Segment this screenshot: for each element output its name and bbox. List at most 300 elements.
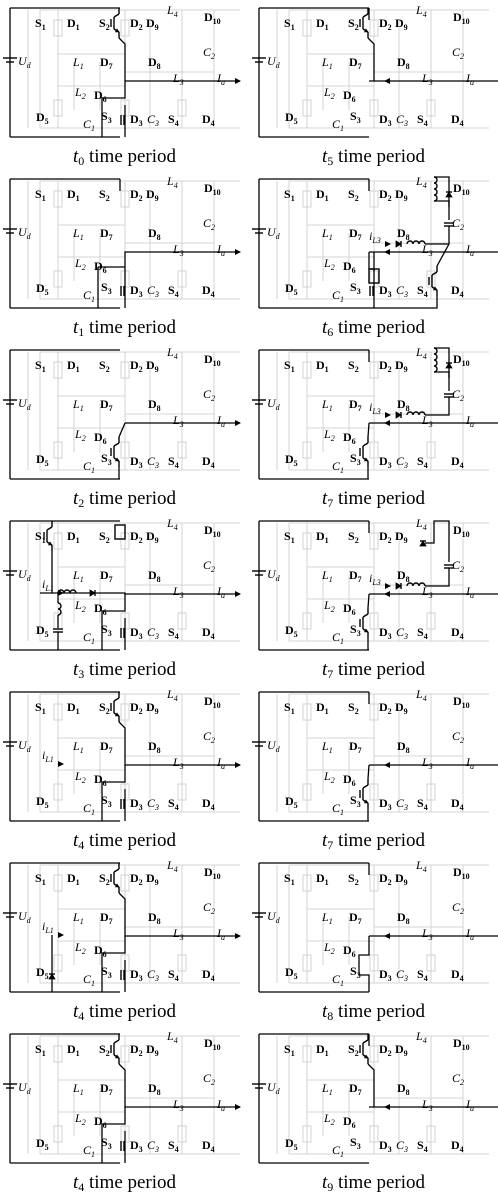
switch-s2: [360, 1034, 368, 1064]
label-d4: $D_4$: [451, 283, 464, 299]
label-ud: $U_d$: [267, 909, 280, 925]
label-s3: $S_3$: [350, 793, 361, 809]
label-d9: $D_9$: [395, 358, 408, 374]
label-d6: $D_6$: [94, 943, 107, 959]
label-s1: $S_1$: [284, 16, 295, 32]
label-s2: $S_2$: [348, 358, 359, 374]
diode-d8: [396, 412, 401, 418]
caption-time-symbol: t: [72, 317, 79, 338]
label-s3: $S_3$: [101, 451, 112, 467]
label-s2: $S_2$: [99, 16, 110, 32]
circuit-panel: [249, 171, 498, 342]
label-d9: $D_9$: [395, 187, 408, 203]
switch-s2-body: [115, 525, 125, 539]
label-c3: $C_3$: [147, 625, 160, 641]
label-d10: $D_{10}$: [204, 181, 221, 197]
label-ia: $I_a$: [466, 71, 474, 87]
label-d1: $D_1$: [67, 187, 80, 203]
label-s2: $S_2$: [348, 700, 359, 716]
label-d2: $D_2$: [379, 1042, 392, 1058]
label-s1: $S_1$: [284, 358, 295, 374]
label-l1: $L_1$: [322, 226, 333, 242]
label-d2: $D_2$: [130, 1042, 143, 1058]
label-d7: $D_7$: [100, 397, 113, 413]
label-c2: $C_2$: [203, 387, 216, 403]
label-ia: $I_a$: [217, 242, 225, 258]
label-c3: $C_3$: [396, 796, 409, 812]
label-d4: $D_4$: [202, 967, 215, 983]
label-c2: $C_2$: [452, 900, 465, 916]
label-c1: $C_1$: [83, 972, 96, 988]
circuit: [252, 516, 498, 650]
label-d8: $D_8$: [397, 910, 410, 926]
caption-index: 8: [327, 1009, 334, 1023]
diode-d7: [90, 590, 95, 596]
label-d4: $D_4$: [202, 625, 215, 641]
caption-text: time period: [333, 1172, 426, 1193]
diode-d8: [396, 583, 401, 589]
caption-time-symbol: t: [72, 659, 79, 680]
caption-text: time period: [333, 830, 426, 851]
label-d9: $D_9$: [146, 358, 159, 374]
label-d9: $D_9$: [146, 187, 159, 203]
label-l1: $L_1$: [73, 226, 84, 242]
label-l2: $L_2$: [75, 598, 86, 614]
label-s3: $S_3$: [350, 280, 361, 296]
caption-time-symbol: t: [321, 1001, 328, 1022]
label-d6: $D_6$: [343, 601, 356, 617]
label-l2: $L_2$: [324, 256, 335, 272]
panel-caption: [249, 1000, 498, 1024]
label-s2: $S_2$: [99, 529, 110, 545]
label-l4: $L_4$: [167, 516, 178, 532]
label-s3: $S_3$: [101, 109, 112, 125]
label-d2: $D_2$: [379, 187, 392, 203]
label-l2: $L_2$: [324, 427, 335, 443]
label-c3: $C_3$: [147, 283, 160, 299]
label-l4: $L_4$: [416, 3, 427, 19]
label-c2: $C_2$: [452, 1071, 465, 1087]
diode-d10: [446, 363, 452, 368]
label-ud: $U_d$: [267, 738, 280, 754]
circuit: [3, 3, 241, 137]
label-d4: $D_4$: [202, 283, 215, 299]
label-s4: $S_4$: [417, 1138, 428, 1154]
label-d7: $D_7$: [349, 910, 362, 926]
label-d7: $D_7$: [349, 226, 362, 242]
panel-caption: [249, 145, 498, 169]
caption-index: 5: [327, 154, 334, 168]
caption-text: time period: [333, 659, 426, 680]
caption-time-symbol: t: [72, 830, 79, 851]
label-d3: $D_3$: [130, 1138, 143, 1154]
label-d9: $D_9$: [146, 700, 159, 716]
load-path: [40, 593, 240, 594]
label-ud: $U_d$: [267, 396, 280, 412]
label-s4: $S_4$: [168, 1138, 179, 1154]
label-d8: $D_8$: [397, 226, 410, 242]
label-l3: $L_3$: [422, 584, 433, 600]
label-l1: $L_1$: [73, 739, 84, 755]
label-c3: $C_3$: [396, 1138, 409, 1154]
label-s1: $S_1$: [35, 16, 46, 32]
panel-caption: [249, 658, 498, 682]
switch-s2: [111, 8, 119, 38]
label-s2: $S_2$: [99, 358, 110, 374]
capacitor-c3: [121, 115, 124, 125]
label-s3: $S_3$: [101, 964, 112, 980]
label-ia: $I_a$: [217, 1097, 225, 1113]
circuit: [252, 3, 498, 137]
switch-s3: [360, 608, 368, 638]
label-d6: $D_6$: [343, 259, 356, 275]
label-d5: $D_5$: [285, 623, 298, 639]
caption-index: 9: [327, 1180, 334, 1194]
label-d7: $D_7$: [349, 1081, 362, 1097]
current-arrow: [235, 78, 241, 84]
switch-s4: [429, 266, 437, 296]
label-d5: $D_5$: [36, 281, 49, 297]
label-s2: $S_2$: [99, 1042, 110, 1058]
label-d8: $D_8$: [148, 226, 161, 242]
label-d4: $D_4$: [451, 1138, 464, 1154]
label-ud: $U_d$: [267, 54, 280, 70]
label-d7: $D_7$: [100, 568, 113, 584]
label-s4: $S_4$: [168, 454, 179, 470]
circuit-panel: [0, 0, 249, 171]
label-s3: $S_3$: [101, 793, 112, 809]
label-d1: $D_1$: [316, 187, 329, 203]
circuit: [3, 858, 241, 992]
label-d8: $D_8$: [148, 55, 161, 71]
label-d2: $D_2$: [379, 529, 392, 545]
circuit-panel: [0, 855, 249, 1026]
label-ud: $U_d$: [18, 225, 31, 241]
label-d7: $D_7$: [349, 55, 362, 71]
label-l2: $L_2$: [324, 1111, 335, 1127]
label-d6: $D_6$: [94, 772, 107, 788]
label-ud: $U_d$: [18, 396, 31, 412]
label-d5: $D_5$: [36, 965, 49, 981]
label-d6: $D_6$: [343, 88, 356, 104]
current-arrow: [235, 933, 241, 939]
label-s1: $S_1$: [284, 700, 295, 716]
label-d10: $D_{10}$: [204, 10, 221, 26]
label-l2: $L_2$: [324, 769, 335, 785]
label-s1: $S_1$: [35, 1042, 46, 1058]
label-l3: $L_3$: [173, 71, 184, 87]
label-d6: $D_6$: [343, 1114, 356, 1130]
label-ia: $I_a$: [466, 755, 474, 771]
label-l4: $L_4$: [416, 1029, 427, 1045]
circuit: [252, 687, 498, 821]
label-c1: $C_1$: [332, 630, 345, 646]
label-c3: $C_3$: [396, 454, 409, 470]
label-l2: $L_2$: [75, 940, 86, 956]
label-d8: $D_8$: [148, 910, 161, 926]
label-l2: $L_2$: [75, 769, 86, 785]
label-s3: $S_3$: [350, 622, 361, 638]
label-l3: $L_3$: [173, 584, 184, 600]
label-s1: $S_1$: [35, 871, 46, 887]
circuit-panel: [249, 513, 498, 684]
label-l4: $L_4$: [416, 516, 427, 532]
panel-caption: [0, 487, 249, 511]
label-d1: $D_1$: [316, 16, 329, 32]
label-d1: $D_1$: [316, 358, 329, 374]
label-s3: $S_3$: [350, 1135, 361, 1151]
label-s2: $S_2$: [348, 529, 359, 545]
label-il1: $i_{L1}$: [42, 919, 54, 935]
label-s2: $S_2$: [348, 1042, 359, 1058]
label-l4: $L_4$: [416, 858, 427, 874]
circuit-panel: [249, 684, 498, 855]
caption-index: 1: [78, 325, 85, 339]
label-c2: $C_2$: [452, 558, 465, 574]
label-d3: $D_3$: [379, 454, 392, 470]
label-l4: $L_4$: [167, 345, 178, 361]
caption-index: 4: [78, 838, 85, 852]
switch-s2: [111, 692, 119, 722]
label-d2: $D_2$: [130, 871, 143, 887]
label-d2: $D_2$: [130, 16, 143, 32]
label-ud: $U_d$: [267, 567, 280, 583]
current-arrow-il3: [385, 583, 391, 589]
caption-time-symbol: t: [72, 488, 79, 509]
label-d7: $D_7$: [100, 55, 113, 71]
label-ia: $I_a$: [466, 413, 474, 429]
label-d6: $D_6$: [94, 430, 107, 446]
label-ud: $U_d$: [18, 54, 31, 70]
label-c1: $C_1$: [332, 117, 345, 133]
label-l4: $L_4$: [167, 687, 178, 703]
caption-text: time period: [333, 146, 426, 167]
caption-text: time period: [84, 317, 177, 338]
current-arrow-il3: [385, 412, 391, 418]
label-d4: $D_4$: [202, 454, 215, 470]
label-c2: $C_2$: [203, 216, 216, 232]
label-d6: $D_6$: [343, 772, 356, 788]
label-s4: $S_4$: [417, 625, 428, 641]
current-arrow: [235, 1104, 241, 1110]
caption-index: 4: [78, 1009, 85, 1023]
label-l1: $L_1$: [73, 397, 84, 413]
caption-index: 6: [327, 325, 334, 339]
circuit: [252, 345, 498, 479]
label-l2: $L_2$: [75, 256, 86, 272]
label-c1: $C_1$: [83, 117, 96, 133]
label-d1: $D_1$: [67, 700, 80, 716]
label-d3: $D_3$: [379, 625, 392, 641]
label-ia: $I_a$: [217, 413, 225, 429]
label-l4: $L_4$: [416, 345, 427, 361]
circuit: [252, 1029, 498, 1163]
label-ia: $I_a$: [466, 926, 474, 942]
label-d2: $D_2$: [379, 700, 392, 716]
label-s4: $S_4$: [417, 454, 428, 470]
label-d3: $D_3$: [130, 796, 143, 812]
current-arrow: [235, 591, 241, 597]
label-l1: $L_1$: [73, 55, 84, 71]
label-s3: $S_3$: [101, 622, 112, 638]
label-d10: $D_{10}$: [453, 865, 470, 881]
label-l2: $L_2$: [75, 1111, 86, 1127]
label-d5: $D_5$: [285, 794, 298, 810]
label-d7: $D_7$: [100, 226, 113, 242]
caption-index: 3: [78, 667, 85, 681]
label-d9: $D_9$: [146, 871, 159, 887]
label-l1: $L_1$: [322, 55, 333, 71]
panel-caption: [0, 145, 249, 169]
label-d2: $D_2$: [130, 529, 143, 545]
label-d9: $D_9$: [395, 16, 408, 32]
label-d9: $D_9$: [395, 1042, 408, 1058]
label-s3: $S_3$: [350, 964, 361, 980]
circuit-panel: [0, 171, 249, 342]
label-d10: $D_{10}$: [204, 523, 221, 539]
circuit: [252, 858, 498, 992]
circuit-panel: [249, 0, 498, 171]
circuit: [3, 345, 241, 479]
label-c3: $C_3$: [147, 796, 160, 812]
label-d5: $D_5$: [36, 623, 49, 639]
label-s2: $S_2$: [99, 871, 110, 887]
label-d1: $D_1$: [67, 16, 80, 32]
label-c3: $C_3$: [396, 283, 409, 299]
label-ud: $U_d$: [18, 1080, 31, 1096]
caption-text: time period: [333, 1001, 426, 1022]
label-s4: $S_4$: [168, 796, 179, 812]
label-d2: $D_2$: [130, 187, 143, 203]
label-c2: $C_2$: [452, 45, 465, 61]
circuit: [3, 174, 241, 308]
label-s1: $S_1$: [284, 529, 295, 545]
caption-index: 2: [78, 496, 85, 510]
label-s4: $S_4$: [417, 796, 428, 812]
circuit: [3, 516, 241, 650]
capacitor-c3: [121, 1141, 124, 1151]
label-c3: $C_3$: [147, 112, 160, 128]
label-s4: $S_4$: [417, 967, 428, 983]
label-d10: $D_{10}$: [453, 181, 470, 197]
circuit-panel: [249, 855, 498, 1026]
label-d1: $D_1$: [316, 700, 329, 716]
label-ud: $U_d$: [267, 1080, 280, 1096]
label-d1: $D_1$: [316, 1042, 329, 1058]
caption-text: time period: [84, 488, 177, 509]
label-d3: $D_3$: [379, 112, 392, 128]
label-s2: $S_2$: [348, 16, 359, 32]
circuit-panel: [0, 342, 249, 513]
label-l2: $L_2$: [324, 940, 335, 956]
circuit-panel: [249, 1026, 498, 1197]
label-c1: $C_1$: [332, 972, 345, 988]
caption-index: 4: [78, 1180, 85, 1194]
label-l1: $L_1$: [322, 910, 333, 926]
label-l1: $L_1$: [322, 739, 333, 755]
panel-caption: [249, 1171, 498, 1195]
label-s2: $S_2$: [348, 871, 359, 887]
label-d5: $D_5$: [285, 452, 298, 468]
label-d7: $D_7$: [349, 397, 362, 413]
label-l2: $L_2$: [324, 598, 335, 614]
caption-text: time period: [84, 146, 177, 167]
label-c1: $C_1$: [83, 459, 96, 475]
label-l1: $L_1$: [73, 568, 84, 584]
switch-s2: [360, 8, 368, 38]
label-c3: $C_3$: [396, 625, 409, 641]
label-ia: $I_a$: [217, 755, 225, 771]
label-ia: $I_a$: [466, 584, 474, 600]
label-l1: $L_1$: [322, 568, 333, 584]
label-d10: $D_{10}$: [204, 1036, 221, 1052]
label-d8: $D_8$: [148, 1081, 161, 1097]
label-c2: $C_2$: [203, 900, 216, 916]
label-d2: $D_2$: [379, 358, 392, 374]
label-d7: $D_7$: [100, 739, 113, 755]
label-d6: $D_6$: [94, 259, 107, 275]
label-d5: $D_5$: [285, 281, 298, 297]
panel-caption: [249, 316, 498, 340]
caption-text: time period: [84, 1172, 177, 1193]
circuit: [3, 1029, 241, 1163]
label-l3: $L_3$: [422, 755, 433, 771]
label-il3: $i_{L3}$: [369, 400, 381, 416]
caption-text: time period: [84, 659, 177, 680]
label-c2: $C_2$: [452, 729, 465, 745]
label-s2: $S_2$: [348, 187, 359, 203]
caption-time-symbol: t: [72, 146, 79, 167]
circuit-panel: [0, 684, 249, 855]
panel-caption: [0, 1000, 249, 1024]
label-d10: $D_{10}$: [204, 694, 221, 710]
caption-time-symbol: t: [72, 1001, 79, 1022]
label-l1: $L_1$: [73, 910, 84, 926]
label-d5: $D_5$: [36, 1136, 49, 1152]
label-d3: $D_3$: [130, 112, 143, 128]
label-s4: $S_4$: [168, 112, 179, 128]
label-s2: $S_2$: [99, 700, 110, 716]
label-c1: $C_1$: [332, 1143, 345, 1159]
label-d6: $D_6$: [343, 430, 356, 446]
label-d6: $D_6$: [94, 601, 107, 617]
switch-s3: [360, 779, 368, 809]
label-d1: $D_1$: [316, 871, 329, 887]
label-d3: $D_3$: [379, 796, 392, 812]
diode-d5: [49, 974, 55, 979]
circuit-panel: [249, 342, 498, 513]
label-l4: $L_4$: [167, 174, 178, 190]
switch-s3: [111, 437, 119, 467]
panel-caption: [0, 658, 249, 682]
label-c3: $C_3$: [396, 967, 409, 983]
label-d10: $D_{10}$: [453, 523, 470, 539]
label-d4: $D_4$: [451, 112, 464, 128]
label-l3: $L_3$: [173, 1097, 184, 1113]
label-c1: $C_1$: [83, 288, 96, 304]
label-c2: $C_2$: [203, 1071, 216, 1087]
label-s4: $S_4$: [168, 967, 179, 983]
label-d8: $D_8$: [397, 1081, 410, 1097]
label-s4: $S_4$: [417, 112, 428, 128]
label-s1: $S_1$: [35, 700, 46, 716]
label-l2: $L_2$: [75, 85, 86, 101]
label-ia: $I_a$: [217, 584, 225, 600]
label-d3: $D_3$: [130, 283, 143, 299]
label-d3: $D_3$: [130, 454, 143, 470]
label-d8: $D_8$: [397, 739, 410, 755]
label-d5: $D_5$: [285, 110, 298, 126]
